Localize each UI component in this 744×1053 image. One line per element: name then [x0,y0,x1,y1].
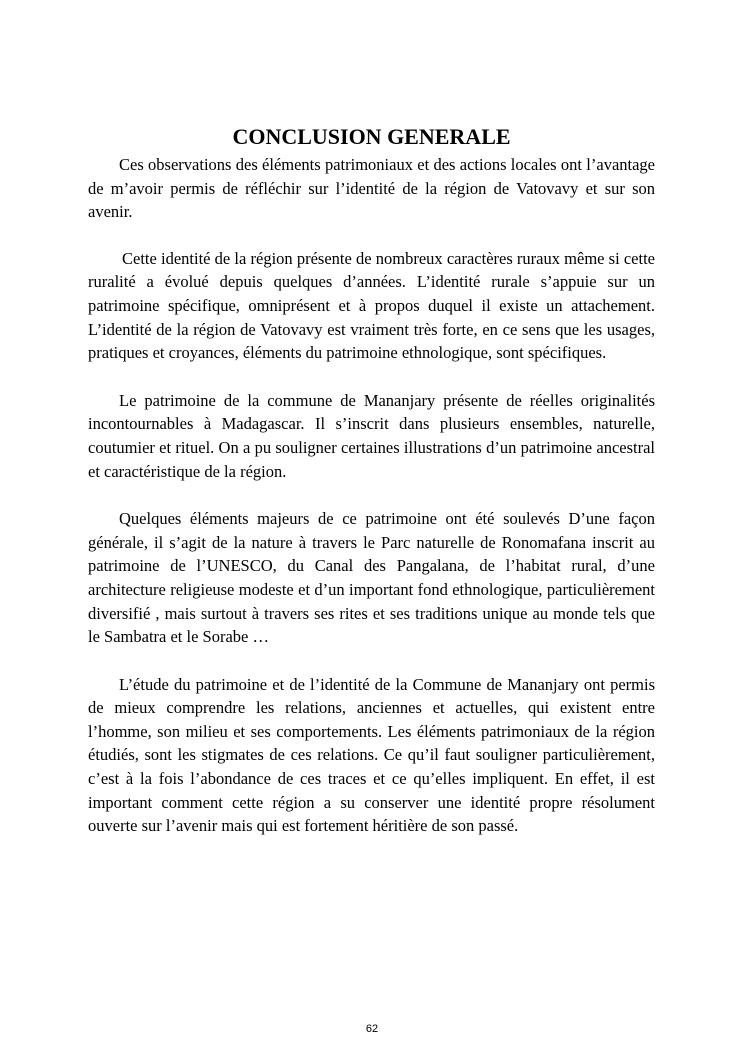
paragraph-1: Ces observations des éléments patrimoniaux et des actions locales ont l’avantage de m’avoir permis de réfléchir sur l’identité de la région de Vatovavy et sur son avenir. [88,155,655,222]
paragraph-3: Le patrimoine de la commune de Mananjary présente de réelles originalités incontournables à Madagascar. Il s’inscrit dans plusieurs ensembles, naturelle, coutumier et rituel. On a pu souligner certaines illustrations d’un patrimoine ancestral et caractéristique de la région. [88,390,655,481]
paragraph-4: Quelques éléments majeurs de ce patrimoine ont été soulevés D’une façon générale, il s’agit de la nature à travers le Parc naturelle de Ronomafana inscrit au patrimoine de l’UNESCO, du Canal des Pangalana, de l’habitat rural, d’une architecture religieuse modeste et d’un important fond ethnologique, particulièrement diversifié , mais surtout à travers ses rites et ses traditions unique au monde tels que le Sambatra et le Sorabe … [88,509,655,647]
paragraph-2: Cette identité de la région présente de nombreux caractères ruraux même si cette ruralité a évolué depuis quelques d’années. L’identité rurale s’appuie sur un patrimoine spécifique, omniprésent et à propos duquel il existe un attachement. L’identité de la région de Vatovavy est vraiment très forte, en ce sens que les usages, pratiques et croyances, éléments du patrimoine ethnologique, sont spécifiques. [88,248,655,363]
page-title: CONCLUSION GENERALE [232,124,511,149]
paragraph-5: L’étude du patrimoine et de l’identité de la Commune de Mananjary ont permis de mieux comprendre les relations, anciennes et actuelles, qui existent entre l’homme, son milieu et ses comportements. Les éléments patrimoniaux de la région étudiés, sont les stigmates de ces relations. Ce qu’il faut souligner particulièrement, c’est à la fois l’abondance de ces traces et ce qu’elles impliquent. En effet, il est important comment cette région a su conserver une identité propre résolument ouverte sur l’avenir mais qui est fortement héritière de son passé. [88,674,655,836]
document-page [88,122,655,838]
page-number: 62 [365,1023,379,1035]
